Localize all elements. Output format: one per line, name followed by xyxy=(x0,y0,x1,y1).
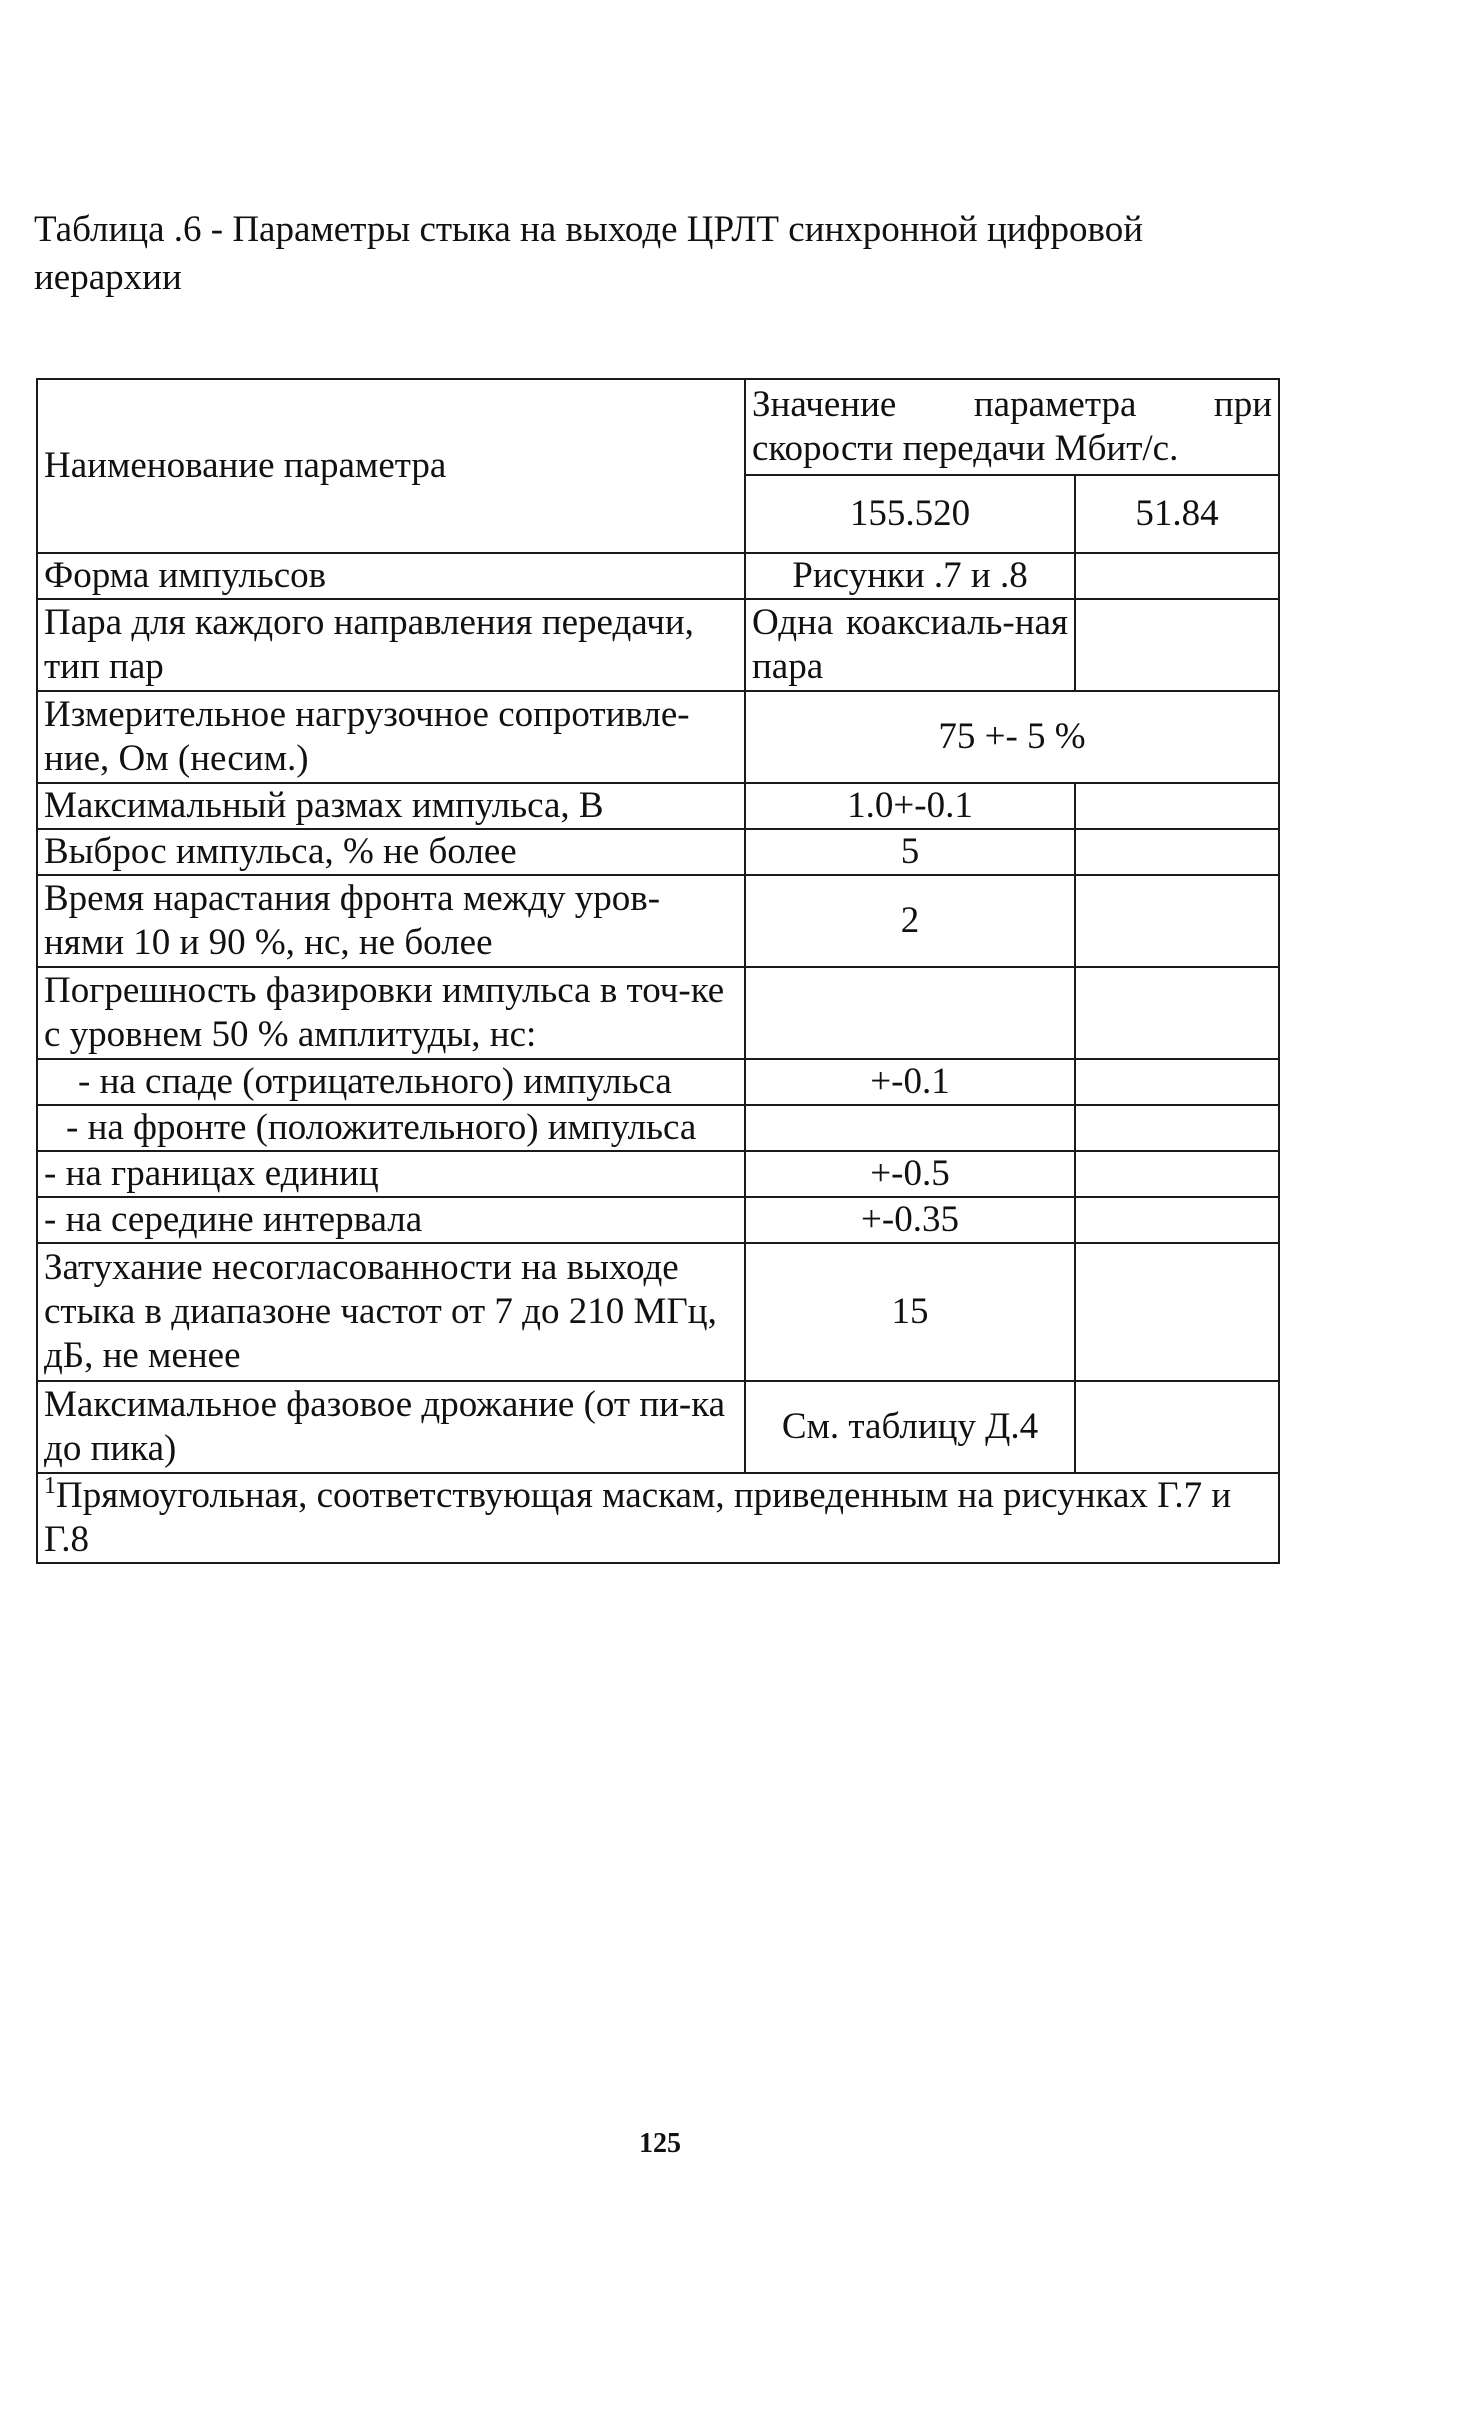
row-name: - на спаде (отрицательного) импульса xyxy=(37,1059,745,1105)
row-name: Измерительное нагрузочное сопротивле-ние, Ом (несим.) xyxy=(37,691,745,783)
parameters-table xyxy=(36,378,1280,1564)
row-value-51 xyxy=(1075,1059,1279,1105)
table-row xyxy=(37,829,1279,875)
row-value-51 xyxy=(1075,1381,1279,1473)
table-row xyxy=(37,875,1279,967)
row-value-155: Одна коаксиаль-ная пара xyxy=(745,599,1075,691)
header-parameter-value: Значение параметра при скорости передачи Мбит/с. xyxy=(745,379,1279,475)
row-name: - на границах единиц xyxy=(37,1151,745,1197)
row-name: Форма импульсов xyxy=(37,553,745,599)
table-caption: Таблица .6 - Параметры стыка на выходе ЦРЛТ синхронной цифровой иерархии xyxy=(34,209,1144,298)
row-value-155 xyxy=(745,967,1075,1059)
table-row xyxy=(37,1243,1279,1381)
row-name: Время нарастания фронта между уров-нями 10 и 90 %, нс, не более xyxy=(37,875,745,967)
row-name: Затухание несогласованности на выходе стыка в диапазоне частот от 7 до 210 МГц, дБ, не менее xyxy=(37,1243,745,1381)
row-value-51 xyxy=(1075,829,1279,875)
table-row xyxy=(37,1059,1279,1105)
row-name: - на середине интервала xyxy=(37,1197,745,1243)
row-value-51 xyxy=(1075,967,1279,1059)
row-value-155: 1.0+-0.1 xyxy=(745,783,1075,829)
row-value-51 xyxy=(1075,1151,1279,1197)
row-value-51 xyxy=(1075,875,1279,967)
row-value-155: 2 xyxy=(745,875,1075,967)
row-value-51 xyxy=(1075,599,1279,691)
footnote-row xyxy=(37,1473,1279,1563)
row-value-155: См. таблицу Д.4 xyxy=(745,1381,1075,1473)
row-value-155 xyxy=(745,1105,1075,1151)
row-value-155: +-0.1 xyxy=(745,1059,1075,1105)
row-value-51 xyxy=(1075,553,1279,599)
row-value-51 xyxy=(1075,1243,1279,1381)
row-name: Максимальное фазовое дрожание (от пи-ка до пика) xyxy=(37,1381,745,1473)
row-value-155: +-0.5 xyxy=(745,1151,1075,1197)
table-row xyxy=(37,553,1279,599)
header-speed-51: 51.84 xyxy=(1075,475,1279,553)
row-name: Максимальный размах импульса, В xyxy=(37,783,745,829)
row-name: - на фронте (положительного) импульса xyxy=(37,1105,745,1151)
table-row xyxy=(37,783,1279,829)
row-value-51 xyxy=(1075,1105,1279,1151)
row-value-155: 15 xyxy=(745,1243,1075,1381)
table-row xyxy=(37,1197,1279,1243)
table-row xyxy=(37,599,1279,691)
header-row xyxy=(37,379,1279,475)
row-name: Выброс импульса, % не более xyxy=(37,829,745,875)
row-value-merged: 75 +- 5 % xyxy=(745,691,1279,783)
table-row xyxy=(37,1151,1279,1197)
row-name: Пара для каждого направления передачи, тип пар xyxy=(37,599,745,691)
row-value-51 xyxy=(1075,1197,1279,1243)
table-row xyxy=(37,1105,1279,1151)
table-row xyxy=(37,691,1279,783)
footnote-text: Прямоугольная, соответствующая маскам, приведенным на рисунках Г.7 и Г.8 xyxy=(44,1475,1232,1560)
table-row xyxy=(37,1381,1279,1473)
row-value-155: 5 xyxy=(745,829,1075,875)
footnote-marker: 1 xyxy=(44,1473,56,1499)
header-parameter-name: Наименование параметра xyxy=(37,379,745,553)
row-value-51 xyxy=(1075,783,1279,829)
row-name: Погрешность фазировки импульса в точ-ке с уровнем 50 % амплитуды, нс: xyxy=(37,967,745,1059)
row-value-155: +-0.35 xyxy=(745,1197,1075,1243)
row-value-155: Рисунки .7 и .8 xyxy=(745,553,1075,599)
header-speed-155: 155.520 xyxy=(745,475,1075,553)
footnote xyxy=(37,1473,1279,1563)
table-row xyxy=(37,967,1279,1059)
page-number: 125 xyxy=(639,2128,681,2159)
